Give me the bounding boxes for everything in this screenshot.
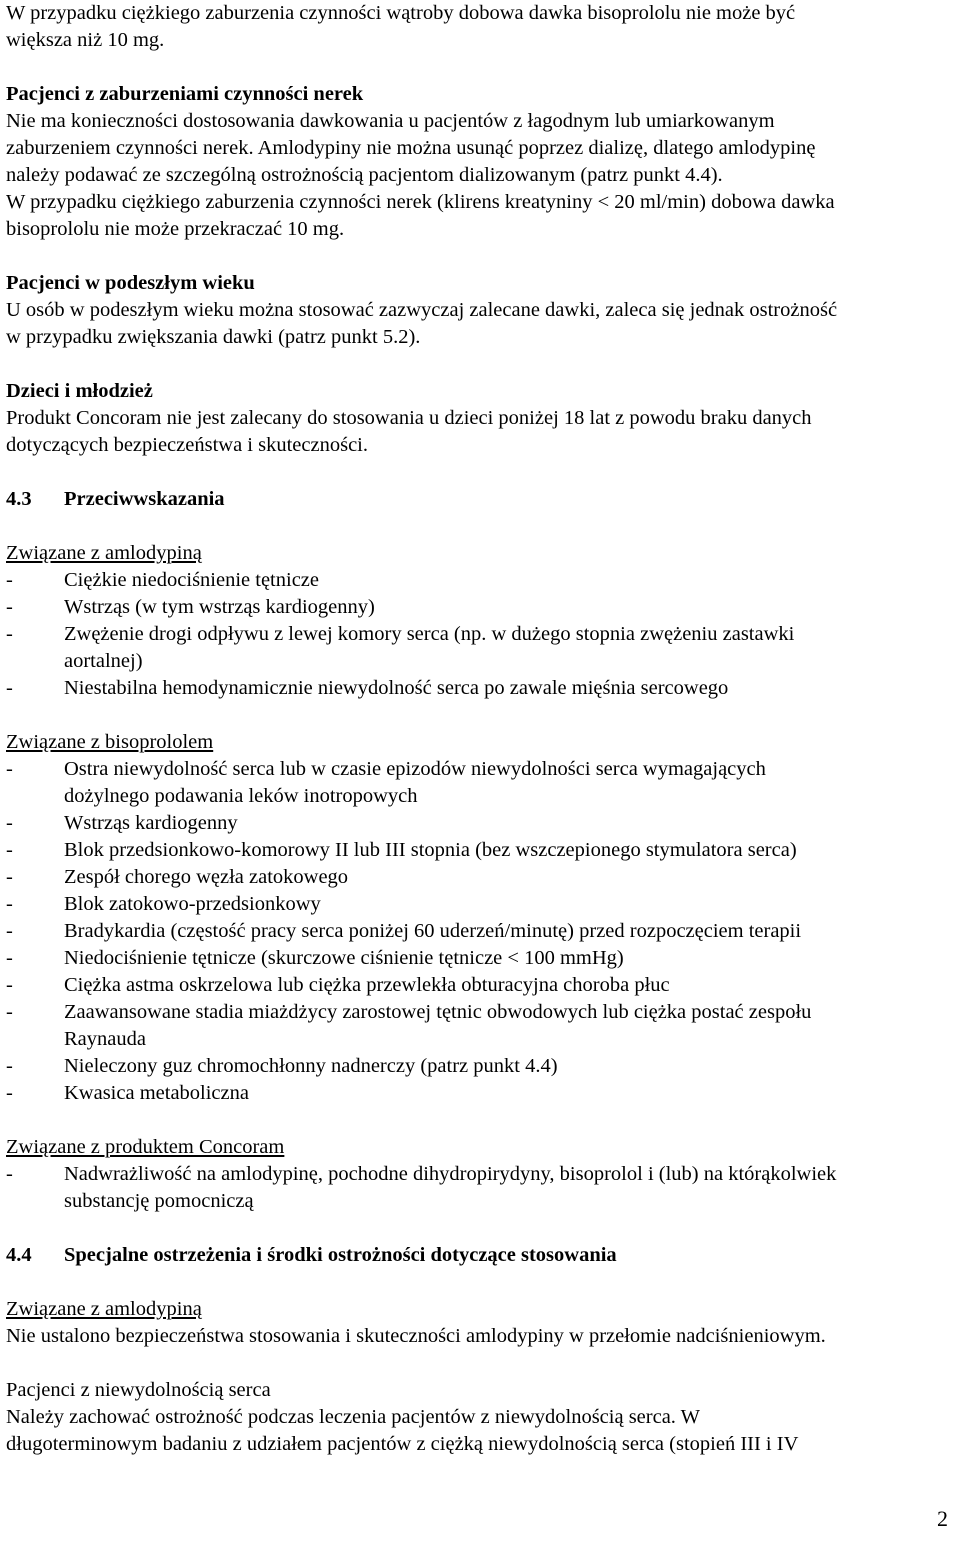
paragraph-line: bisoprololu nie może przekraczać 10 mg. bbox=[6, 218, 345, 240]
paragraph-line: dotyczących bezpieczeństwa i skuteczności. bbox=[6, 434, 368, 456]
list-item-text: Ciężkie niedociśnienie tętnicze bbox=[64, 569, 319, 591]
list-item bbox=[6, 918, 951, 945]
section-number: 4.4 bbox=[6, 1244, 32, 1266]
list-item-text: Bradykardia (częstość pracy serca poniżej 60 uderzeń/minutę) przed rozpoczęciem terapii bbox=[64, 920, 802, 942]
list-dash: - bbox=[6, 893, 13, 915]
subheading-warn-amlodipine: Związane z amlodypiną bbox=[6, 1298, 202, 1320]
section-heading-4-3 bbox=[6, 486, 951, 513]
section-title: Specjalne ostrzeżenia i środki ostrożności dotyczące stosowania bbox=[64, 1244, 617, 1266]
list-item-text: Nieleczony guz chromochłonny nadnerczy (patrz punkt 4.4) bbox=[64, 1055, 558, 1077]
list-item bbox=[6, 837, 951, 864]
list-item-text: Blok zatokowo-przedsionkowy bbox=[64, 893, 321, 915]
paragraph-line: W przypadku ciężkiego zaburzenia czynności nerek (klirens kreatyniny < 20 ml/min) dobowa dawka bbox=[6, 191, 835, 213]
paragraph-line: Produkt Concoram nie jest zalecany do stosowania u dzieci poniżej 18 lat z powodu braku danych bbox=[6, 407, 812, 429]
paragraph-line: Należy zachować ostrożność podczas leczenia pacjentów z niewydolnością serca. W bbox=[6, 1406, 701, 1428]
list-dash: - bbox=[6, 947, 13, 969]
list-dash: - bbox=[6, 596, 13, 618]
list-item-text: Wstrząs kardiogenny bbox=[64, 812, 238, 834]
list-dash: - bbox=[6, 920, 13, 942]
paragraph-line: w przypadku zwiększania dawki (patrz punkt 5.2). bbox=[6, 326, 421, 348]
list-item bbox=[6, 621, 951, 648]
list-dash: - bbox=[6, 1001, 13, 1023]
list-item-text: Niedociśnienie tętnicze (skurczowe ciśnienie tętnicze < 100 mmHg) bbox=[64, 947, 624, 969]
section-number: 4.3 bbox=[6, 488, 32, 510]
paragraph-line: Nie ustalono bezpieczeństwa stosowania i skuteczności amlodypiny w przełomie nadciśnieniowym. bbox=[6, 1325, 826, 1347]
list-item bbox=[6, 945, 951, 972]
paragraph-line: W przypadku ciężkiego zaburzenia czynności wątroby dobowa dawka bisoprololu nie może być bbox=[6, 2, 796, 24]
list-item bbox=[6, 972, 951, 999]
paragraph-line: U osób w podeszłym wieku można stosować zazwyczaj zalecane dawki, zaleca się jednak ostrożność bbox=[6, 299, 838, 321]
list-item bbox=[6, 1053, 951, 1080]
list-item-text: Zaawansowane stadia miażdżycy zarostowej tętnic obwodowych lub ciężka postać zespołu bbox=[64, 1001, 812, 1023]
paragraph-line: zaburzeniem czynności nerek. Amlodypiny nie można usunąć poprzez dializę, dlatego amlodypinę bbox=[6, 137, 816, 159]
list-item-text: Kwasica metaboliczna bbox=[64, 1082, 249, 1104]
list-item bbox=[6, 1161, 951, 1188]
list-item-text: Zespół chorego węzła zatokowego bbox=[64, 866, 349, 888]
page-number: 2 bbox=[937, 1506, 948, 1531]
subheading-bisoprolol: Związane z bisoprololem bbox=[6, 731, 214, 753]
subheading-amlodipine: Związane z amlodypiną bbox=[6, 542, 202, 564]
list-dash: - bbox=[6, 623, 13, 645]
list-concoram bbox=[6, 1161, 951, 1215]
list-item-text: Blok przedsionkowo-komorowy II lub III stopnia (bez wszczepionego stymulatora serca) bbox=[64, 839, 797, 861]
paragraph-line: długoterminowym badaniu z udziałem pacjentów z ciężką niewydolnością serca (stopień III i IV bbox=[6, 1433, 799, 1455]
list-item bbox=[6, 756, 951, 783]
list-item bbox=[6, 999, 951, 1026]
subheading-elderly: Pacjenci w podeszłym wieku bbox=[6, 272, 255, 294]
list-dash: - bbox=[6, 677, 13, 699]
subheading-kidney: Pacjenci z zaburzeniami czynności nerek bbox=[6, 83, 364, 105]
list-item bbox=[6, 1080, 951, 1107]
list-dash: - bbox=[6, 974, 13, 996]
document-page bbox=[6, 0, 951, 1458]
list-amlodipine bbox=[6, 567, 951, 702]
list-item-text: Ciężka astma oskrzelowa lub ciężka przewlekła obturacyjna choroba płuc bbox=[64, 974, 670, 996]
list-item bbox=[6, 567, 951, 594]
subheading-heart-failure: Pacjenci z niewydolnością serca bbox=[6, 1379, 271, 1401]
list-item-text: Zwężenie drogi odpływu z lewej komory serca (np. w dużego stopnia zwężeniu zastawki bbox=[64, 623, 795, 645]
list-item bbox=[6, 864, 951, 891]
list-item bbox=[6, 810, 951, 837]
list-item-continuation: Raynauda bbox=[64, 1028, 146, 1050]
list-item-text: Ostra niewydolność serca lub w czasie epizodów niewydolności serca wymagających bbox=[64, 758, 766, 780]
list-item-continuation: substancję pomocniczą bbox=[64, 1190, 254, 1212]
list-item-continuation: aortalnej) bbox=[64, 650, 143, 672]
list-bisoprolol bbox=[6, 756, 951, 1107]
paragraph-line: większa niż 10 mg. bbox=[6, 29, 165, 51]
list-item bbox=[6, 891, 951, 918]
list-item-text: Niestabilna hemodynamicznie niewydolność serca po zawale mięśnia sercowego bbox=[64, 677, 729, 699]
list-dash: - bbox=[6, 1055, 13, 1077]
list-item bbox=[6, 594, 951, 621]
list-dash: - bbox=[6, 839, 13, 861]
list-dash: - bbox=[6, 812, 13, 834]
list-item-continuation: dożylnego podawania leków inotropowych bbox=[64, 785, 418, 807]
list-item-text: Wstrząs (w tym wstrząs kardiogenny) bbox=[64, 596, 375, 618]
subheading-children: Dzieci i młodzież bbox=[6, 380, 153, 402]
list-dash: - bbox=[6, 1163, 13, 1185]
subheading-concoram: Związane z produktem Concoram bbox=[6, 1136, 285, 1158]
list-item-text: Nadwrażliwość na amlodypinę, pochodne dihydropirydyny, bisoprolol i (lub) na którąkolwiek bbox=[64, 1163, 837, 1185]
list-dash: - bbox=[6, 758, 13, 780]
list-item bbox=[6, 675, 951, 702]
list-dash: - bbox=[6, 1082, 13, 1104]
section-heading-4-4 bbox=[6, 1242, 951, 1269]
section-title: Przeciwwskazania bbox=[64, 488, 225, 510]
list-dash: - bbox=[6, 569, 13, 591]
paragraph-line: należy podawać ze szczególną ostrożnością pacjentom dializowanym (patrz punkt 4.4). bbox=[6, 164, 723, 186]
paragraph-line: Nie ma konieczności dostosowania dawkowania u pacjentów z łagodnym lub umiarkowanym bbox=[6, 110, 775, 132]
list-dash: - bbox=[6, 866, 13, 888]
